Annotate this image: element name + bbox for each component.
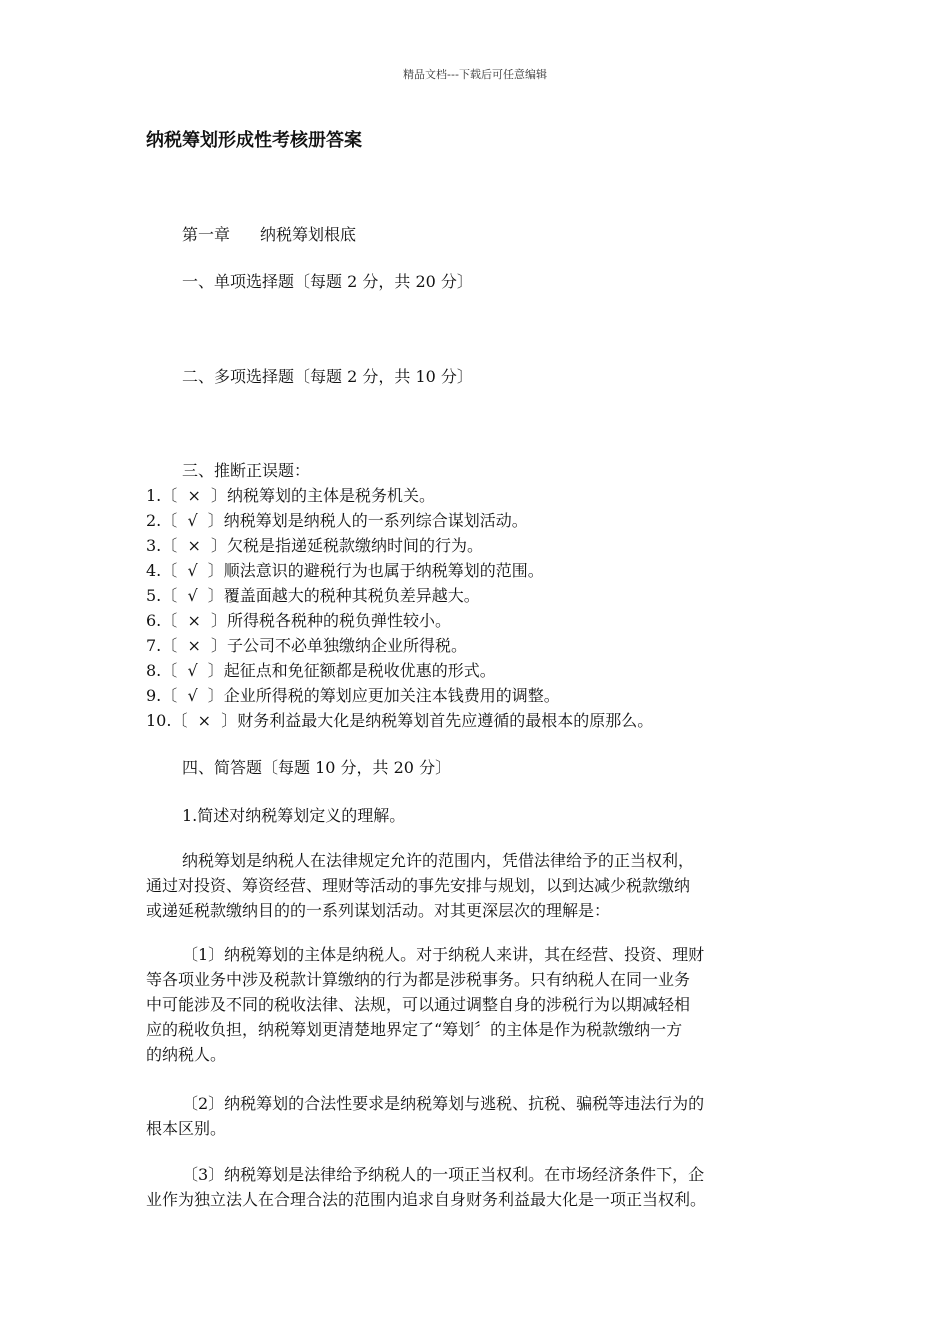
page-header: 精品文档---下载后可任意编辑 xyxy=(403,68,547,81)
paragraph-line: 根本区别。 xyxy=(146,1119,227,1138)
paragraph-line: 纳税筹划是纳税人在法律规定允许的范围内，凭借法律给予的正当权利， xyxy=(182,851,695,870)
tf-item: 5.〔 √ 〕覆盖面越大的税种其税负差异越大。 xyxy=(146,586,480,605)
answer-paragraph-intro xyxy=(146,848,808,923)
section-short-answer: 四、简答题〔每题 10 分，共 20 分〕 xyxy=(182,758,452,777)
tf-item: 8.〔 √ 〕起征点和免征额都是税收优惠的形式。 xyxy=(146,661,496,680)
answer-paragraph-2 xyxy=(146,1091,808,1141)
tf-item: 3.〔 × 〕欠税是指递延税款缴纳时间的行为。 xyxy=(146,536,484,555)
tf-item: 10.〔 × 〕财务利益最大化是纳税筹划首先应遵循的最根本的原那么。 xyxy=(146,711,654,730)
tf-item: 6.〔 × 〕所得税各税种的税负弹性较小。 xyxy=(146,611,452,630)
paragraph-line: 业作为独立法人在合理合法的范围内追求自身财务利益最大化是一项正当权利。 xyxy=(146,1190,707,1209)
tf-item: 7.〔 × 〕子公司不必单独缴纳企业所得税。 xyxy=(146,636,468,655)
answer-paragraph-1 xyxy=(146,942,808,1067)
paragraph-line: 应的税收负担，纳税筹划更清楚地界定了“筹划〞的主体是作为税款缴纳一方 xyxy=(146,1020,683,1039)
tf-item: 1.〔 × 〕纳税筹划的主体是税务机关。 xyxy=(146,486,436,505)
paragraph-line: 等各项业务中涉及税款计算缴纳的行为都是涉税事务。只有纳税人在同一业务 xyxy=(146,970,691,989)
paragraph-line: 〔3〕纳税筹划是法律给予纳税人的一项正当权利。在市场经济条件下，企 xyxy=(182,1165,705,1184)
chapter-heading xyxy=(182,222,356,245)
document-title: 纳税筹划形成性考核册答案 xyxy=(146,130,362,151)
question-1: 1.简述对纳税筹划定义的理解。 xyxy=(182,806,406,825)
tf-item: 9.〔 √ 〕企业所得税的筹划应更加关注本钱费用的调整。 xyxy=(146,686,560,705)
paragraph-line: 〔1〕纳税筹划的主体是纳税人。对于纳税人来讲，其在经营、投资、理财 xyxy=(182,945,705,964)
section-true-false: 三、推断正误题： xyxy=(182,461,311,480)
chapter-name: 纳税筹划根底 xyxy=(260,225,357,244)
paragraph-line: 或递延税款缴纳目的的一系列谋划活动。对其更深层次的理解是： xyxy=(146,901,611,920)
chapter-label: 第一章 xyxy=(182,225,231,244)
answer-paragraph-3 xyxy=(146,1162,808,1212)
paragraph-line: 〔2〕纳税筹划的合法性要求是纳税筹划与逃税、抗税、骗税等违法行为的 xyxy=(182,1094,705,1113)
paragraph-line: 的纳税人。 xyxy=(146,1045,227,1064)
tf-item: 2.〔 √ 〕纳税筹划是纳税人的一系列综合谋划活动。 xyxy=(146,511,528,530)
paragraph-line: 通过对投资、筹资经营、理财等活动的事先安排与规划，以到达减少税款缴纳 xyxy=(146,876,691,895)
section-multiple-choice: 二、多项选择题〔每题 2 分，共 10 分〕 xyxy=(182,367,473,386)
section-single-choice: 一、单项选择题〔每题 2 分，共 20 分〕 xyxy=(182,272,473,291)
tf-item: 4.〔 √ 〕顺法意识的避税行为也属于纳税筹划的范围。 xyxy=(146,561,544,580)
paragraph-line: 中可能涉及不同的税收法律、法规，可以通过调整自身的涉税行为以期减轻相 xyxy=(146,995,691,1014)
